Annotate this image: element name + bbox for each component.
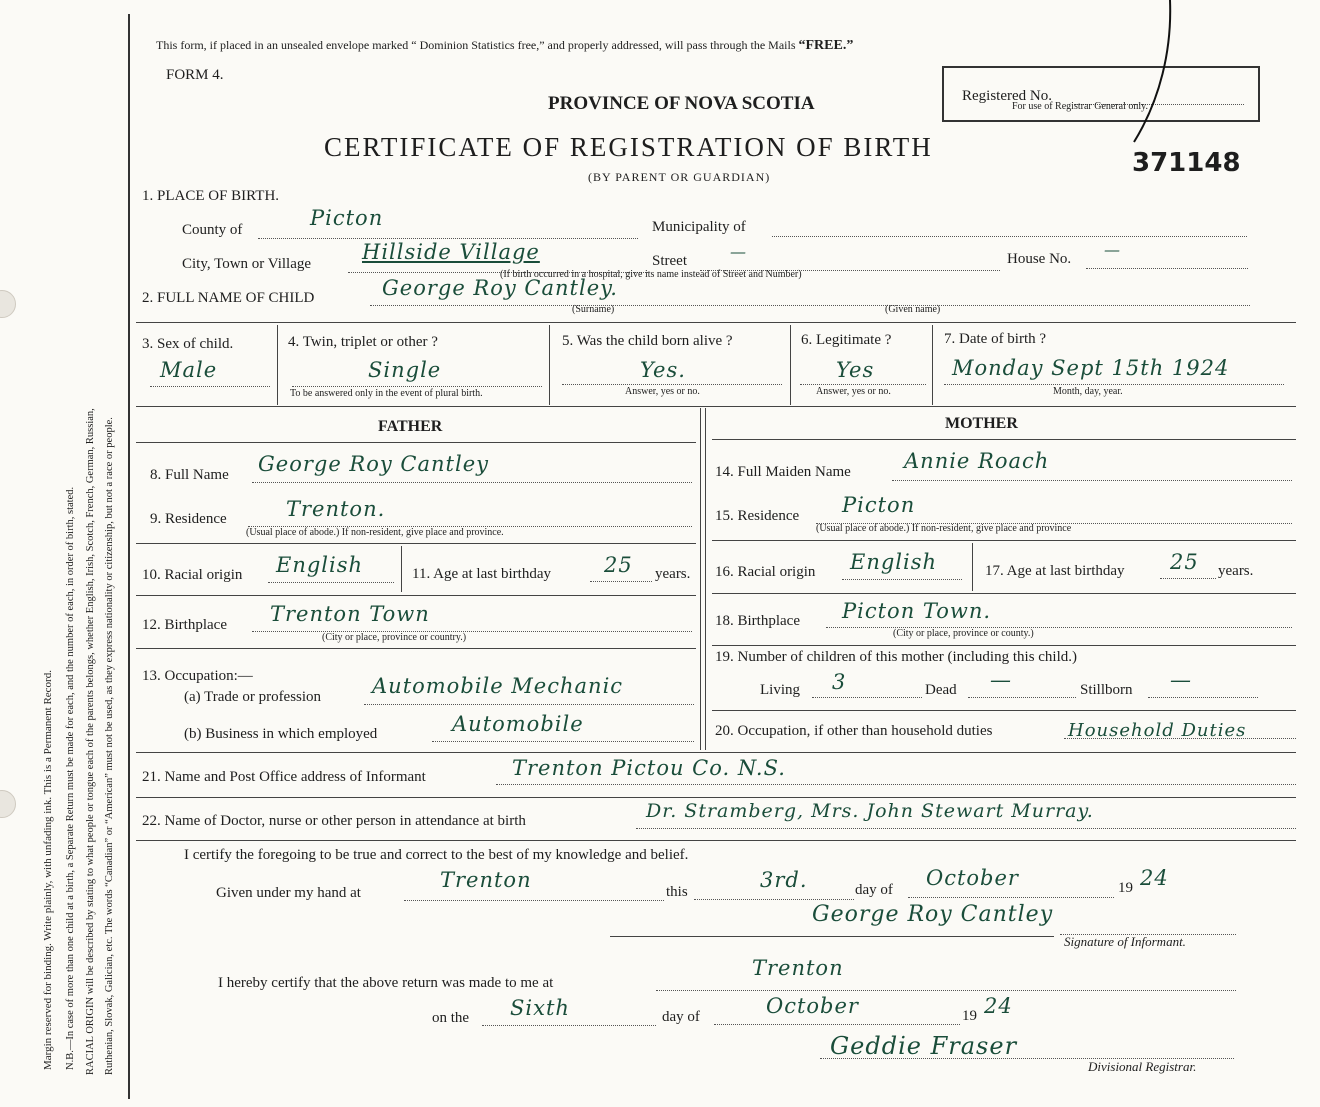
- dead-value: —: [990, 668, 1012, 692]
- given-month-value: October: [926, 866, 1019, 890]
- living-label: Living: [760, 682, 800, 698]
- sex-line: [150, 386, 270, 387]
- doctor-value: Dr. Stramberg, Mrs. John Stewart Murray.: [646, 800, 1094, 822]
- registrar-day-of-label: day of: [662, 1009, 700, 1025]
- father-racial-label: 10. Racial origin: [142, 567, 243, 583]
- row3-divider-2: [549, 325, 550, 405]
- father-age-value: 25: [604, 553, 633, 577]
- signature-label: Signature of Informant.: [1064, 934, 1186, 949]
- twin-line: [292, 386, 542, 387]
- legitimate-note: Answer, yes or no.: [816, 386, 891, 397]
- alive-line: [562, 384, 782, 385]
- alive-label: 5. Was the child born alive ?: [562, 333, 733, 349]
- father-occupation-label: 13. Occupation:—: [142, 668, 253, 684]
- father-birthplace-line: [252, 631, 692, 632]
- place-of-birth-label: 1. PLACE OF BIRTH.: [142, 188, 280, 204]
- father-age-label: 11. Age at last birthday: [412, 566, 551, 582]
- informant-rule: [136, 797, 1296, 798]
- pen-stroke-mark: [1130, 0, 1180, 150]
- legitimate-label: 6. Legitimate ?: [801, 332, 892, 348]
- punch-hole-top: [0, 290, 16, 318]
- father-racial-value: English: [276, 553, 364, 577]
- dob-line: [944, 384, 1284, 385]
- informant-label: 21. Name and Post Office address of Informant: [142, 769, 426, 785]
- parents-divider-left: [700, 408, 701, 750]
- row3-bottom-rule: [136, 406, 1296, 407]
- dead-label: Dead: [925, 682, 957, 698]
- doctor-label: 22. Name of Doctor, nurse or other person in attendance at birth: [142, 813, 526, 829]
- father-trade-value: Automobile Mechanic: [372, 674, 624, 698]
- registrar-certify-text: I hereby certify that the above return was made to me at: [218, 975, 554, 991]
- mother-residence-value: Picton: [842, 493, 916, 517]
- registrar-day-value: Sixth: [510, 996, 570, 1020]
- father-heading: FATHER: [378, 418, 443, 435]
- parents-divider-right: [705, 408, 706, 750]
- father-birthplace-note: (City or place, province or country.): [322, 632, 467, 643]
- mother-heading: MOTHER: [945, 415, 1018, 432]
- parents-bottom-rule: [136, 752, 1296, 753]
- registrar-month-value: October: [766, 994, 859, 1018]
- father-trade-label: (a) Trade or profession: [184, 689, 322, 705]
- twin-label: 4. Twin, triplet or other ?: [288, 334, 438, 350]
- living-value: 3: [832, 670, 847, 694]
- father-birthplace-value: Trenton Town: [270, 602, 430, 626]
- informant-line: [496, 784, 1296, 785]
- row3-divider-1: [277, 325, 278, 405]
- registrar-year-prefix: 19: [962, 1008, 977, 1024]
- surname-note: (Surname): [572, 304, 615, 315]
- informant-signature: George Roy Cantley: [812, 902, 1054, 927]
- dob-value: Monday Sept 15th 1924: [952, 356, 1230, 380]
- child-name-label: 2. FULL NAME OF CHILD: [142, 290, 315, 306]
- stillborn-value: —: [1170, 668, 1192, 692]
- doctor-line: [636, 828, 1296, 829]
- mother-racial-line: [842, 579, 962, 580]
- given-place-line: [404, 900, 664, 901]
- page-subtitle: (BY PARENT OR GUARDIAN): [588, 170, 771, 184]
- mother-age-unit: years.: [1218, 563, 1254, 579]
- registrar-on-label: on the: [432, 1010, 470, 1026]
- registered-label: Registered No.: [962, 88, 1052, 104]
- certificate-number: 371148: [1132, 148, 1241, 178]
- row3-top-rule: [136, 322, 1296, 323]
- father-age-unit: years.: [655, 566, 691, 582]
- registrar-place-line: [656, 990, 1236, 991]
- hospital-note: (If birth occurred in a hospital, give its name instead of Street and Number): [500, 269, 802, 280]
- father-trade-line: [364, 704, 694, 705]
- twin-value: Single: [368, 358, 442, 382]
- father-residence-note-b: If non-resident, give place and province.: [341, 527, 504, 538]
- given-day-line: [694, 899, 854, 900]
- house-label: House No.: [1007, 251, 1072, 267]
- registrar-title: Divisional Registrar.: [1088, 1059, 1197, 1074]
- alive-value: Yes.: [640, 358, 686, 382]
- punch-hole-bottom: [0, 790, 16, 818]
- registered-note: For use of Registrar General only.: [1012, 101, 1148, 112]
- registrar-day-line: [482, 1025, 656, 1026]
- given-year-value: 24: [1140, 866, 1169, 890]
- given-this-label: this: [666, 884, 688, 900]
- mother-name-label: 14. Full Maiden Name: [715, 464, 851, 480]
- mother-birthplace-label: 18. Birthplace: [715, 613, 800, 629]
- given-place-value: Trenton: [440, 868, 532, 892]
- mother-name-value: Annie Roach: [904, 449, 1050, 473]
- margin-note-binding: Margin reserved for binding. Write plainly, with unfading ink. This is a Permanent Record.: [42, 670, 54, 1070]
- given-day-value: 3rd.: [760, 868, 808, 892]
- father-racial-divider: [401, 546, 402, 592]
- informant-value: Trenton Pictou Co. N.S.: [512, 756, 786, 780]
- given-month-line: [908, 897, 1114, 898]
- dob-label: 7. Date of birth ?: [944, 331, 1047, 347]
- city-value: Hillside Village: [362, 240, 540, 264]
- father-rule-3: [136, 595, 696, 596]
- margin-note-racial-origin: RACIAL ORIGIN will be described by stating to what people or tongue each of the parents belongs, whether English, Irish, Scotch, French, German, Russian,: [85, 408, 96, 1075]
- father-rule-1: [136, 442, 696, 443]
- legitimate-value: Yes: [836, 358, 875, 382]
- municipality-label: Municipality of: [652, 219, 746, 235]
- mother-rule-3: [712, 593, 1296, 594]
- registrar-month-line: [714, 1024, 960, 1025]
- page-title: CERTIFICATE OF REGISTRATION OF BIRTH: [324, 132, 933, 162]
- mother-residence-note-a: (Usual place of abode.): [816, 523, 910, 534]
- dead-line: [968, 697, 1076, 698]
- mother-name-line: [892, 480, 1292, 481]
- dob-note: Month, day, year.: [1053, 386, 1123, 397]
- certify-text: I certify the foregoing to be true and correct to the best of my knowledge and belief.: [184, 847, 689, 863]
- county-value: Picton: [310, 206, 384, 230]
- mother-occupation-label: 20. Occupation, if other than household duties: [715, 723, 993, 739]
- mother-racial-value: English: [850, 550, 938, 574]
- signature-line-left: [610, 936, 1054, 937]
- father-name-line: [252, 482, 692, 483]
- mother-racial-divider: [972, 543, 973, 591]
- house-line: [1086, 268, 1248, 269]
- mother-residence-note-b: If non-resident, give place and province: [911, 523, 1072, 534]
- father-name-value: George Roy Cantley: [258, 452, 489, 476]
- mother-children-label: 19. Number of children of this mother (including this child.): [715, 649, 1078, 665]
- row3-divider-3: [790, 325, 791, 405]
- alive-note: Answer, yes or no.: [625, 386, 700, 397]
- given-name-note: (Given name): [885, 304, 941, 315]
- mother-rule-2: [712, 540, 1296, 541]
- twin-note: To be answered only in the event of plural birth.: [290, 388, 483, 399]
- mother-rule-5: [712, 710, 1296, 711]
- row3-divider-4: [932, 325, 933, 405]
- mother-age-line: [1160, 578, 1216, 579]
- municipality-line: [772, 236, 1247, 237]
- father-rule-2: [136, 543, 696, 544]
- father-business-line: [432, 741, 694, 742]
- stillborn-line: [1148, 697, 1258, 698]
- registered-box: [942, 66, 1260, 122]
- father-residence-note-a: (Usual place of abode.): [246, 527, 340, 538]
- county-label: County of: [182, 222, 243, 238]
- sex-value: Male: [160, 358, 218, 382]
- city-label: City, Town or Village: [182, 256, 312, 272]
- mother-residence-note: [816, 523, 1071, 534]
- father-rule-4: [136, 648, 696, 649]
- registrar-place-value: Trenton: [752, 956, 844, 980]
- street-label: Street: [652, 253, 687, 269]
- mother-birthplace-note: (City or place, province or county.): [893, 628, 1034, 639]
- legitimate-line: [800, 384, 926, 385]
- mail-notice-text: This form, if placed in an unsealed envelope marked “ Dominion Statistics free,” and properly addressed, will pass through the Mails: [156, 38, 796, 52]
- given-year-prefix: 19: [1118, 880, 1133, 896]
- father-business-label: (b) Business in which employed: [184, 726, 378, 742]
- living-line: [812, 697, 922, 698]
- county-line: [258, 238, 638, 239]
- mother-residence-label: 15. Residence: [715, 508, 800, 524]
- registrar-year-value: 24: [984, 994, 1013, 1018]
- child-name-line: [370, 305, 1250, 306]
- mother-age-value: 25: [1170, 550, 1199, 574]
- given-label: Given under my hand at: [216, 885, 361, 901]
- father-age-line: [590, 581, 652, 582]
- margin-note-multiple-births: N.B.—In case of more than one child at a birth, a Separate Return must be made for each, and the number of each, in order of birth, stated.: [65, 486, 76, 1070]
- given-day-of-label: day of: [855, 882, 893, 898]
- registrar-signature: Geddie Fraser: [830, 1032, 1018, 1060]
- house-value: —: [1104, 240, 1121, 259]
- province-heading: PROVINCE OF NOVA SCOTIA: [548, 93, 815, 114]
- doctor-rule: [136, 840, 1296, 841]
- mother-rule-4: [712, 645, 1296, 646]
- stillborn-label: Stillborn: [1080, 682, 1133, 698]
- mail-notice-free: “FREE.”: [798, 38, 854, 53]
- father-birthplace-label: 12. Birthplace: [142, 617, 227, 633]
- mother-birthplace-value: Picton Town.: [842, 599, 992, 623]
- binding-margin-rule: [128, 14, 130, 1099]
- father-residence-value: Trenton.: [286, 497, 386, 521]
- mother-racial-label: 16. Racial origin: [715, 564, 816, 580]
- father-residence-note: [246, 527, 504, 538]
- father-residence-label: 9. Residence: [150, 511, 227, 527]
- father-business-value: Automobile: [452, 712, 584, 736]
- child-name-value: George Roy Cantley.: [382, 276, 618, 300]
- father-racial-line: [268, 582, 394, 583]
- mail-notice: [156, 38, 853, 54]
- mother-age-label: 17. Age at last birthday: [985, 563, 1125, 579]
- margin-note-nationality: Ruthenian, Slovak, Galician, etc. The words “Canadian” or “American” must not be used, as they express nationality or citizenship, but not a race or people.: [104, 417, 115, 1075]
- mother-rule-1: [712, 439, 1296, 440]
- form-number: FORM 4.: [166, 67, 224, 83]
- mother-occupation-value: Household Duties: [1068, 720, 1247, 741]
- street-value: —: [730, 242, 747, 261]
- sex-label: 3. Sex of child.: [142, 336, 234, 352]
- father-name-label: 8. Full Name: [150, 467, 229, 483]
